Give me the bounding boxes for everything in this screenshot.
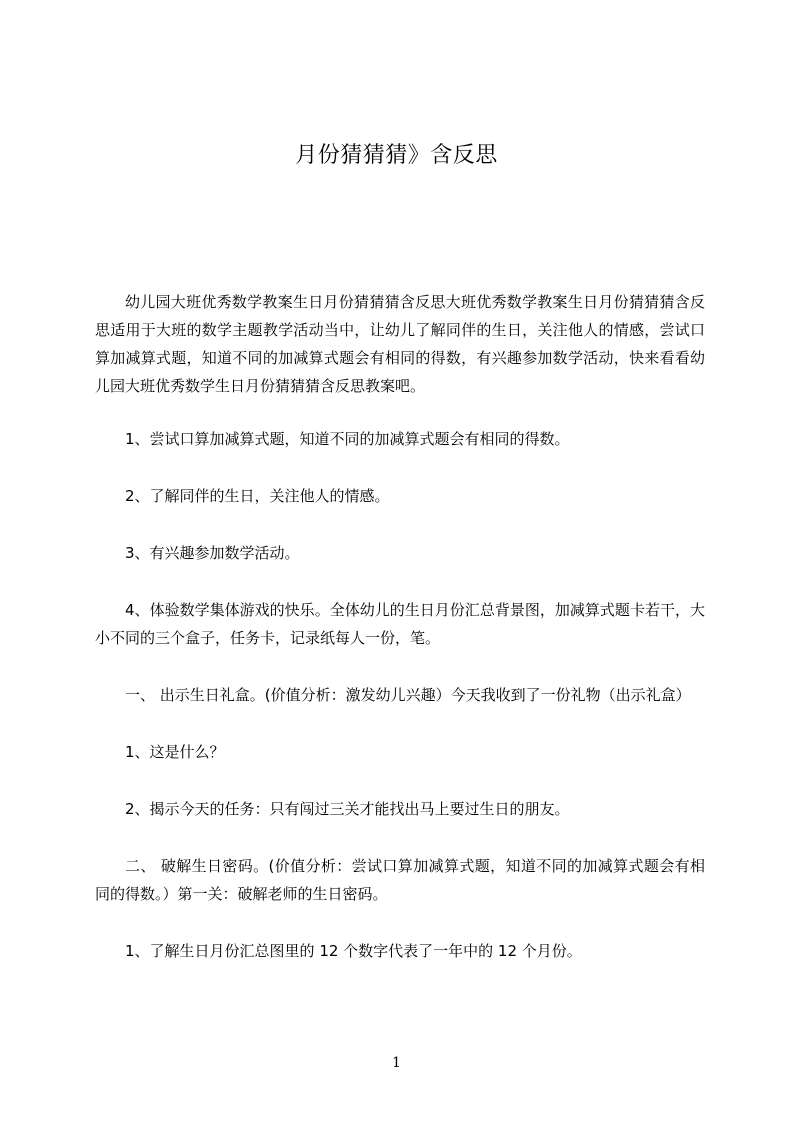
goal-item-4-and-materials: 4、体验数学集体游戏的快乐。全体幼儿的生日月份汇总背景图，加减算式题卡若干，大小不同的三个盒子，任务卡，记录纸每人一份，笔。: [95, 601, 705, 647]
activity-section-1: 一、 出示生日礼盒。(价值分析：激发幼儿兴趣）今天我收到了一份礼物（出示礼盒）: [125, 686, 691, 704]
intro-paragraph: 幼儿园大班优秀数学教案生日月份猜猜猜含反思大班优秀数学教案生日月份猜猜猜含反思适用于大班的数学主题教学活动当中，让幼儿了解同伴的生日，关注他人的情感，尝试口算加减算式题，知道不同的加减算式题会有相同的得数，有兴趣参加数学活动，快来看看幼儿园大班优秀数学生日月份猜猜猜含反思教案吧。: [95, 293, 705, 395]
activity-step-2: 2、揭示今天的任务：只有闯过三关才能找出马上要过生日的朋友。: [125, 800, 570, 818]
activity-section-2: 二、 破解生日密码。(价值分析：尝试口算加减算式题，知道不同的加减算式题会有相同的得数。）第一关：破解老师的生日密码。: [95, 857, 705, 903]
activity-step-1: 1、这是什么？: [125, 743, 225, 761]
goal-item-2: 2、了解同伴的生日，关注他人的情感。: [125, 487, 390, 505]
page-number: 1: [392, 1055, 401, 1071]
goal-item-1: 1、尝试口算加减算式题，知道不同的加减算式题会有相同的得数。: [125, 430, 570, 448]
goal-item-3: 3、有兴趣参加数学活动。: [125, 544, 300, 562]
document-title: 月份猜猜猜》含反思: [295, 143, 498, 168]
document-body: [95, 288, 705, 965]
activity-step-3: 1、了解生日月份汇总图里的 12 个数字代表了一年中的 12 个月份。: [125, 942, 582, 960]
